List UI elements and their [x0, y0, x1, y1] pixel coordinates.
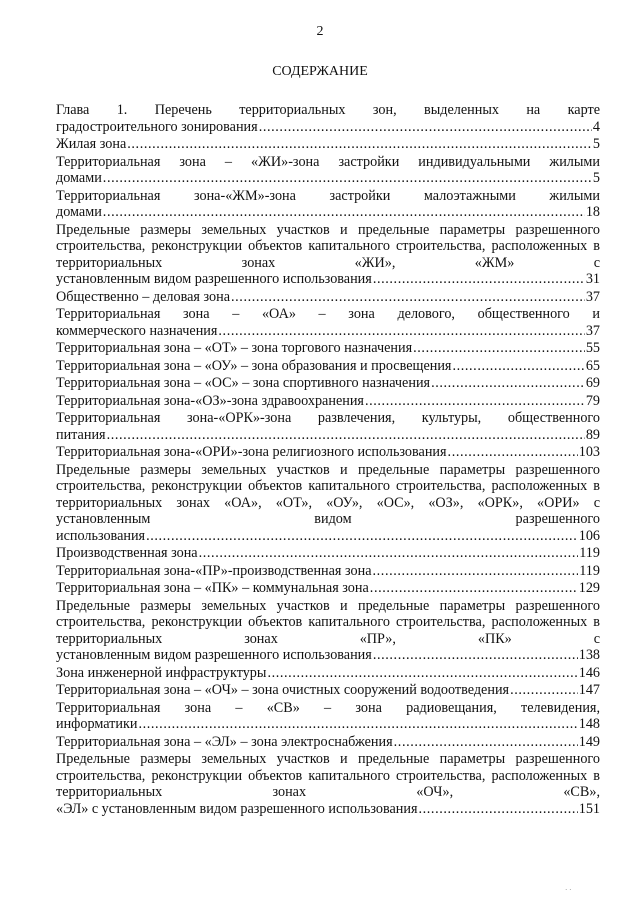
toc-entry-line: [56, 665, 600, 682]
dot-leader: [413, 340, 585, 357]
toc-entry-line: [56, 580, 600, 597]
toc-entry-text: Предельные размеры земельных участков и предельные параметры разрешенного строительства, реконструкции объектов капитального строительства, расположенных в территориальных зонах «ЖИ», «ЖМ» с: [56, 221, 600, 271]
toc-entry[interactable]: [56, 340, 600, 357]
toc-entry-title: домами: [56, 170, 102, 186]
toc-entry-line: [56, 801, 600, 818]
toc-entry[interactable]: [56, 306, 600, 339]
toc-entry-line: [56, 734, 600, 751]
toc-page-number: 148: [578, 716, 600, 732]
dot-leader: [231, 289, 585, 306]
toc-entry[interactable]: [56, 444, 600, 461]
toc-page-number: 31: [585, 271, 600, 287]
toc-entry-title: использования: [56, 527, 146, 544]
dot-leader: [373, 563, 579, 580]
toc-entry-line: [56, 427, 600, 444]
toc-entry-text: Территориальная зона-«ОРК»-зона развлечения, культуры, общественного: [56, 410, 600, 426]
toc-entry-line: [56, 323, 600, 340]
dot-leader: [448, 444, 578, 461]
toc-page-number: 89: [585, 426, 600, 443]
toc-entry-line: [56, 136, 600, 153]
toc-page-number: 119: [579, 562, 600, 579]
dot-leader: [103, 170, 592, 187]
toc-entry-title: Территориальная зона-«ОРИ»-зона религиозного использования: [56, 444, 447, 460]
toc-entry[interactable]: [56, 222, 600, 288]
toc-entry[interactable]: [56, 751, 600, 817]
toc-entry-title: информатики: [56, 716, 138, 732]
toc-entry-title: Жилая зона: [56, 136, 127, 152]
toc-entry-title: домами: [56, 204, 102, 220]
toc-entry[interactable]: [56, 154, 600, 187]
toc-page-number: 129: [578, 580, 600, 596]
toc-entry[interactable]: [56, 462, 600, 545]
toc-entry-line: [56, 528, 600, 545]
scan-mark: · ·: [565, 886, 572, 894]
toc-entry[interactable]: [56, 375, 600, 392]
toc-entry-title: Территориальная зона-«ОЗ»-зона здравоохранения: [56, 392, 364, 409]
toc-entry[interactable]: [56, 410, 600, 443]
toc-entry-line: [56, 358, 600, 375]
toc-page-number: 149: [578, 733, 600, 750]
toc-entry-line: [56, 170, 600, 187]
dot-leader: [267, 665, 577, 682]
toc-entry-title: Общественно – деловая зона: [56, 288, 230, 305]
dot-leader: [365, 393, 585, 410]
toc-entry-text: Предельные размеры земельных участков и предельные параметры разрешенного строительства, реконструкции объектов капитального строительства, расположенных в территориальных зонах «ОА», «ОТ», «ОУ», «ОС», «ОЗ», «ОРК», «ОРИ» с установленным видом разрешенного: [56, 461, 600, 527]
toc-page-number: 18: [585, 204, 600, 220]
dot-leader: [107, 427, 585, 444]
toc-entry-title: Территориальная зона-«ПР»-производственная зона: [56, 562, 372, 579]
toc-page-number: 79: [585, 392, 600, 409]
toc-entry-line: [56, 340, 600, 357]
dot-leader: [146, 528, 578, 545]
toc-entry-line: [56, 563, 600, 580]
toc-entry-title: Производственная зона: [56, 545, 198, 561]
toc-page-number: 103: [578, 444, 600, 460]
toc-page-number: 151: [578, 800, 600, 817]
toc-entry-title: коммерческого назначения: [56, 322, 218, 339]
toc-page-number: 146: [578, 664, 600, 681]
toc-entry[interactable]: [56, 665, 600, 682]
toc-page-number: 138: [578, 647, 600, 663]
toc-page-number: 5: [592, 136, 600, 152]
toc-entry-line: [56, 119, 600, 136]
toc-entry[interactable]: [56, 700, 600, 733]
toc-entry-title: «ЭЛ» с установленным видом разрешенного использования: [56, 800, 418, 817]
toc-entry[interactable]: [56, 188, 600, 221]
dot-leader: [452, 358, 584, 375]
toc-page-number: 55: [585, 340, 600, 356]
dot-leader: [103, 204, 585, 221]
toc-page-number: 37: [585, 322, 600, 339]
toc-entry[interactable]: [56, 358, 600, 375]
toc-entry-line: [56, 545, 600, 562]
toc-entry-title: Территориальная зона – «ОС» – зона спортивного назначения: [56, 375, 431, 391]
toc-entry-title: Территориальная зона – «ОТ» – зона торгового назначения: [56, 340, 413, 356]
toc-entry-title: Зона инженерной инфраструктуры: [56, 664, 267, 681]
toc-entry[interactable]: [56, 102, 600, 135]
toc-entry[interactable]: [56, 598, 600, 664]
toc-entry-line: [56, 716, 600, 733]
toc-entry-title: Территориальная зона – «ПК» – коммунальная зона: [56, 580, 369, 596]
toc-entry-text: Территориальная зона-«ЖМ»-зона застройки малоэтажными жилыми: [56, 187, 600, 204]
toc-entry-title: питания: [56, 426, 106, 443]
dot-leader: [418, 801, 577, 818]
toc-entry-title: установленным видом разрешенного использования: [56, 647, 372, 663]
toc-entry[interactable]: [56, 393, 600, 410]
toc-entry[interactable]: [56, 580, 600, 597]
toc-page-number: 37: [585, 288, 600, 305]
dot-leader: [370, 580, 578, 597]
toc-entry-line: [56, 271, 600, 288]
toc-entry-line: [56, 682, 600, 699]
page-number: 2: [316, 24, 324, 39]
toc-entry-line: [56, 289, 600, 306]
toc-entry-title: Территориальная зона – «ЭЛ» – зона электроснабжения: [56, 733, 393, 750]
table-of-contents: [56, 102, 600, 818]
toc-entry-text: Предельные размеры земельных участков и предельные параметры разрешенного строительства, реконструкции объектов капитального строительства, расположенных в территориальных зонах «ОЧ», «СВ»,: [56, 751, 600, 800]
toc-entry-title: Территориальная зона – «ОУ» – зона образования и просвещения: [56, 357, 452, 374]
toc-entry-line: [56, 375, 600, 392]
toc-entry-text: Территориальная зона – «ОА» – зона делового, общественного и: [56, 306, 600, 322]
toc-entry[interactable]: [56, 734, 600, 751]
dot-leader: [138, 716, 577, 733]
toc-entry-text: Территориальная зона – «СВ» – зона радиовещания, телевидения,: [56, 699, 600, 716]
toc-page-number: 106: [578, 527, 600, 544]
toc-entry-line: [56, 444, 600, 461]
dot-leader: [394, 734, 578, 751]
toc-page-number: 4: [592, 118, 600, 135]
dot-leader: [127, 136, 592, 153]
toc-entry[interactable]: [56, 289, 600, 306]
toc-entry-text: Глава 1. Перечень территориальных зон, выделенных на карте: [56, 102, 600, 118]
toc-entry-line: [56, 204, 600, 221]
toc-entry-title: градостроительного зонирования: [56, 118, 258, 135]
toc-entry-title: установленным видом разрешенного использования: [56, 271, 372, 287]
toc-entry-text: Территориальная зона – «ЖИ»-зона застройки индивидуальными жилыми: [56, 153, 600, 170]
dot-leader: [373, 647, 578, 664]
dot-leader: [510, 682, 578, 699]
toc-entry-title: Территориальная зона – «ОЧ» – зона очистных сооружений водоотведения: [56, 682, 510, 698]
toc-page-number: 5: [592, 170, 600, 186]
dot-leader: [259, 119, 592, 136]
dot-leader: [373, 271, 585, 288]
toc-page-number: 119: [579, 545, 600, 561]
toc-page-number: 69: [585, 375, 600, 391]
dot-leader: [431, 375, 585, 392]
toc-entry-line: [56, 647, 600, 664]
dot-leader: [218, 323, 584, 340]
toc-entry[interactable]: [56, 545, 600, 562]
toc-entry-text: Предельные размеры земельных участков и предельные параметры разрешенного строительства, реконструкции объектов капитального строительства, расположенных в территориальных зонах «ПР», «ПК» с: [56, 597, 600, 647]
toc-page-number: 147: [578, 682, 600, 698]
toc-entry[interactable]: [56, 563, 600, 580]
toc-page-number: 65: [585, 357, 600, 374]
dot-leader: [199, 545, 579, 562]
toc-entry-line: [56, 393, 600, 410]
toc-entry[interactable]: [56, 136, 600, 153]
toc-heading: СОДЕРЖАНИЕ: [272, 64, 368, 79]
toc-entry[interactable]: [56, 682, 600, 699]
